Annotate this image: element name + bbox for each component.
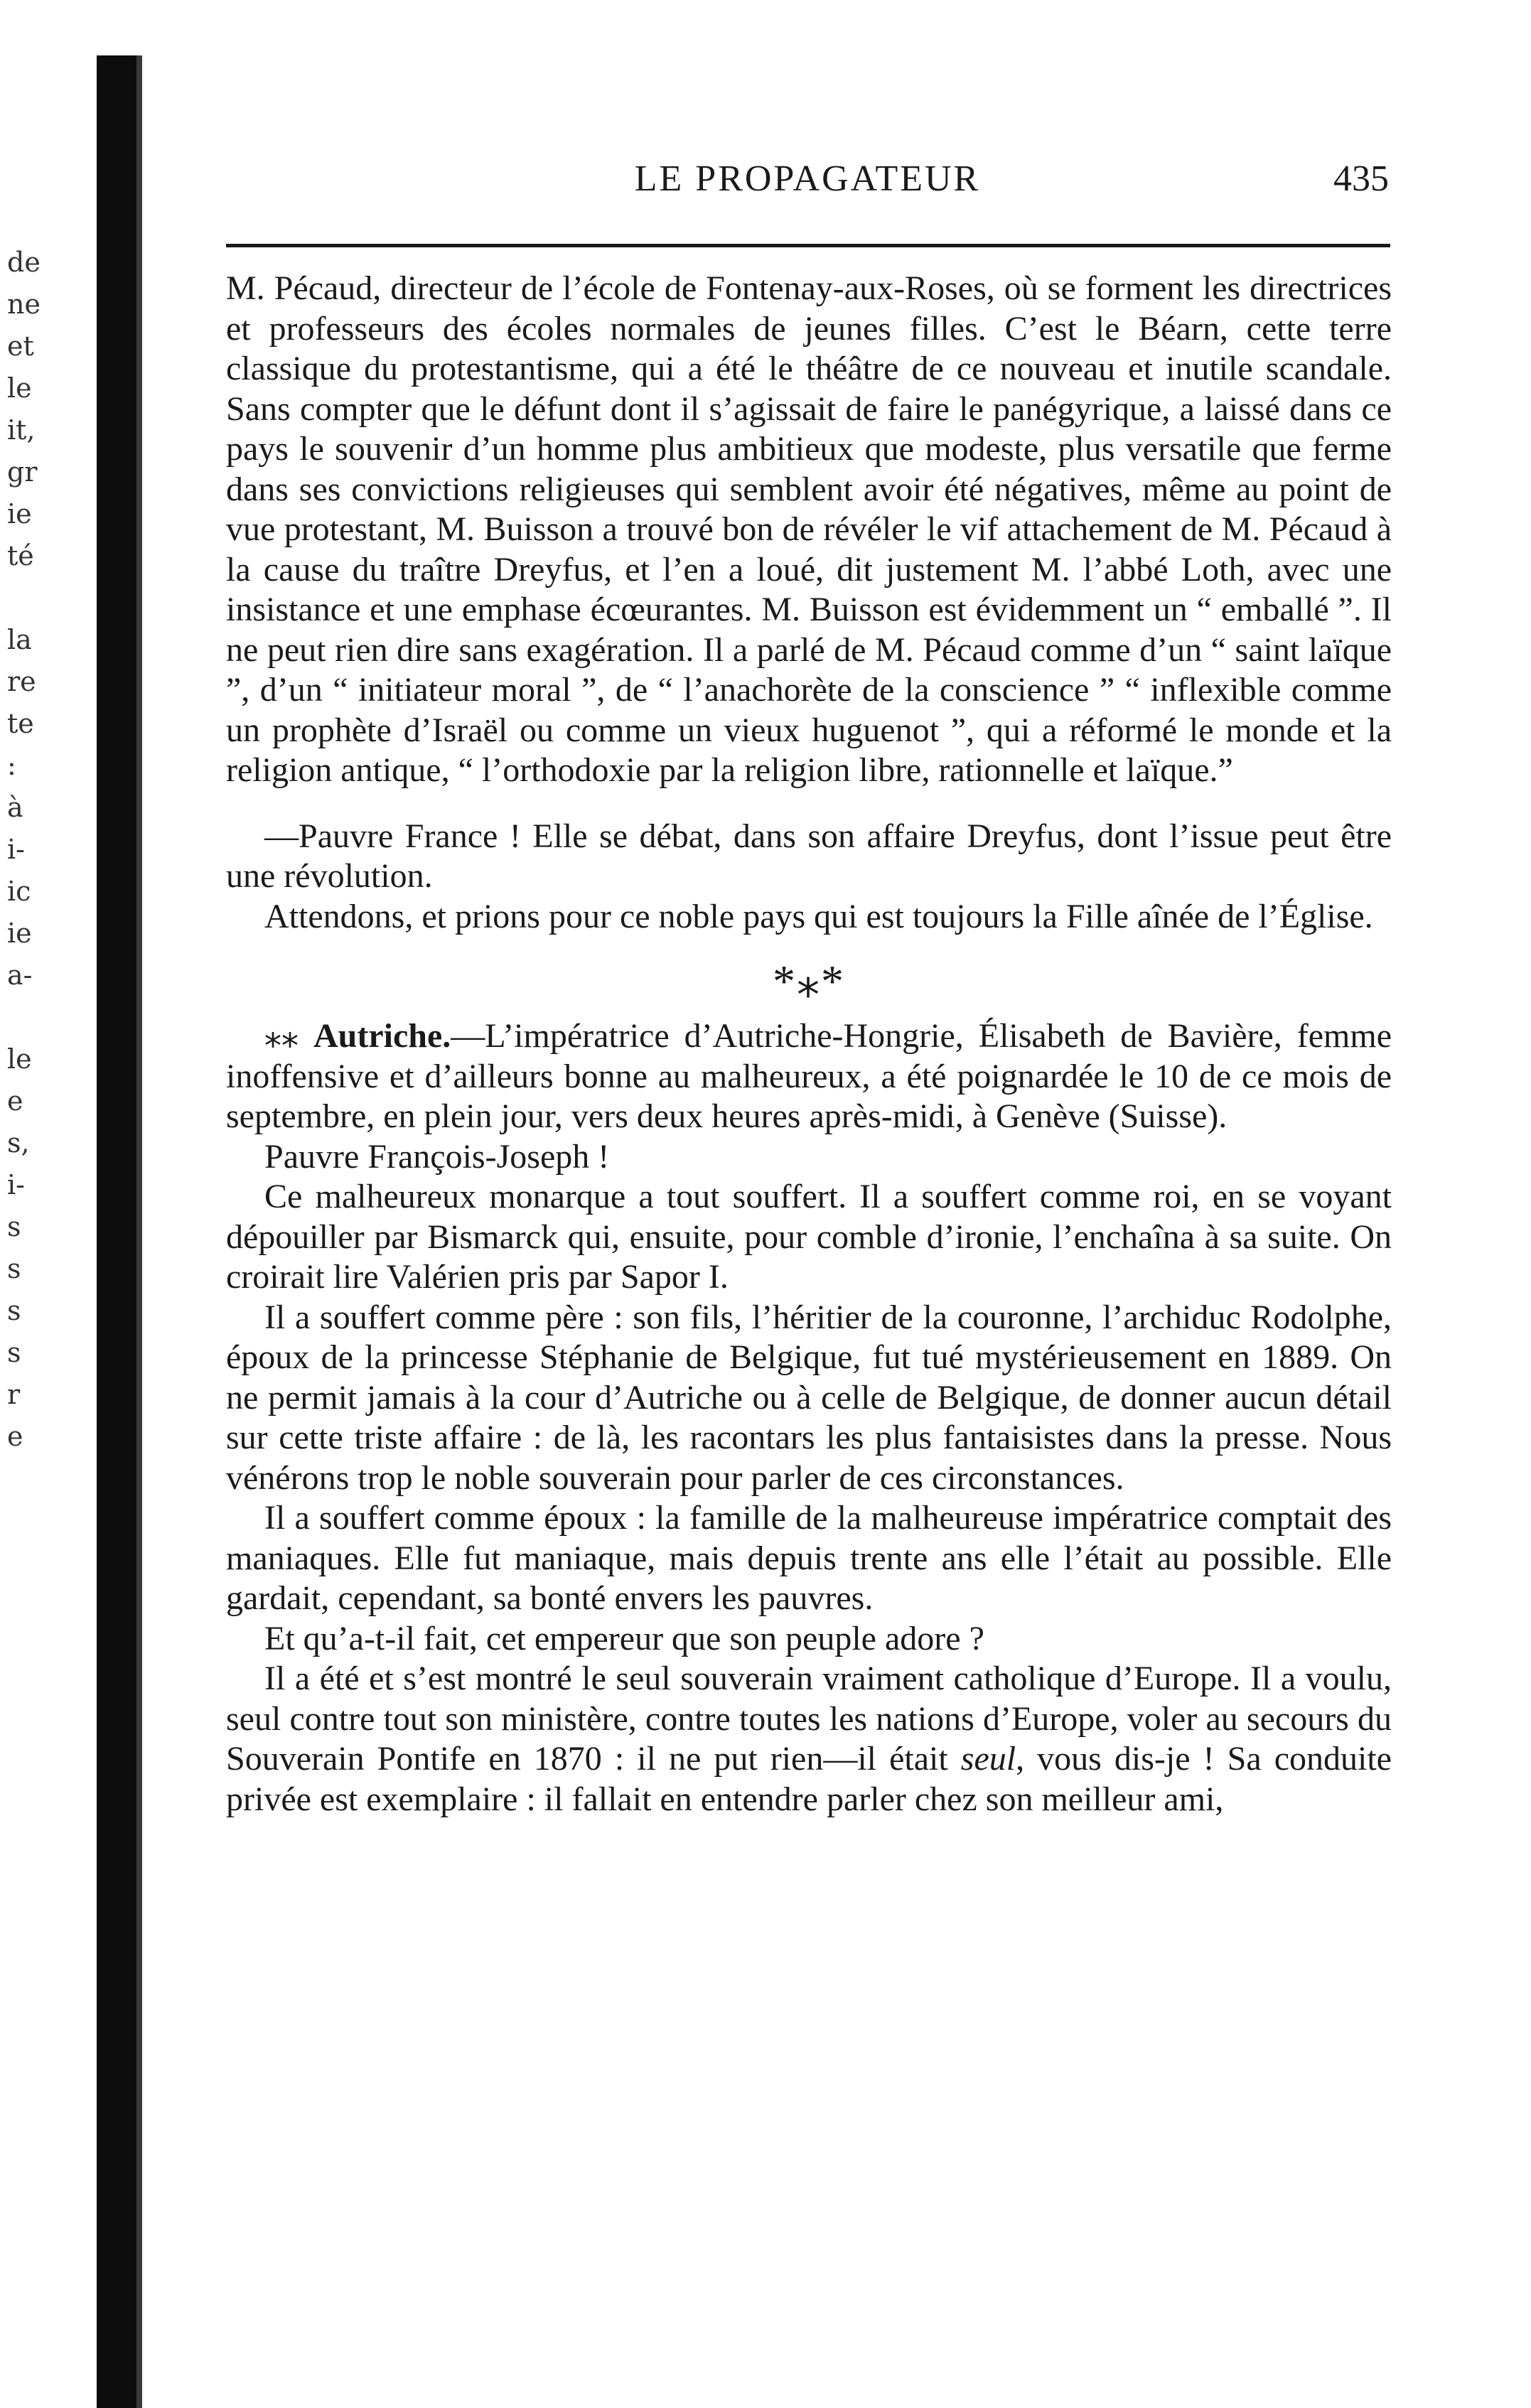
paragraph-comme-epoux: Il a souffert comme époux : la famille de la malheureuse impératrice comptait des maniaques. Elle fut maniaque, mais depuis trente ans elle l’était au possible. Elle gardait, cependant, sa bonté envers les pauvres.	[226, 1499, 1392, 1617]
bleed-fragment: té	[7, 540, 34, 571]
adjacent-page-bleed	[0, 242, 100, 1458]
bleed-fragment: ie	[7, 498, 32, 530]
book-spine-shadow	[97, 55, 139, 2408]
paragraph-souverain-catholique	[226, 1659, 1392, 1820]
section-rubric-autriche: Autriche.	[313, 1017, 451, 1055]
bleed-fragment: i-	[7, 1169, 25, 1200]
bleed-fragment: it,	[7, 414, 36, 446]
paragraph-attendons: Attendons, et prions pour ce noble pays qui est toujours la Fille aînée de l’Église.	[264, 897, 1373, 935]
page-body	[226, 269, 1392, 1820]
paragraph-text-part-1: Il a été et s’est montré le seul souverain vraiment catholique d’Europe. Il a voulu, seul contre tout son ministère, contre toutes les nations d’Europe, voler au secours du Souverain Pontife en 1870 : il ne put rien—il était	[226, 1660, 1392, 1778]
book-spine-edge	[136, 55, 142, 2408]
bleed-fragment: à	[7, 792, 23, 823]
bleed-fragment: ic	[7, 876, 31, 907]
paragraph-autriche	[226, 1016, 1392, 1137]
page-number: 435	[1333, 158, 1389, 199]
paragraph-comme-roi: Ce malheureux monarque a tout souffert. Il a souffert comme roi, en se voyant dépouiller par Bismarck qui, ensuite, pour comble d’ironie, l’enchaîna à sa suite. On croirait lire Valérien pris par Sapor I.	[226, 1178, 1392, 1296]
bleed-fragment: :	[7, 750, 16, 781]
bleed-fragment: s	[7, 1253, 21, 1284]
bleed-fragment: s	[7, 1211, 21, 1242]
paragraph-francois-joseph: Pauvre François-Joseph !	[264, 1137, 610, 1176]
bleed-fragment: e	[7, 1085, 23, 1117]
bleed-fragment: de	[7, 247, 41, 278]
header-rule	[226, 244, 1390, 247]
bleed-fragment	[0, 577, 100, 619]
bleed-fragment: gr	[7, 456, 38, 488]
bleed-fragment: s,	[7, 1127, 30, 1159]
paragraph-pecaud: M. Pécaud, directeur de l’école de Fontenay-aux-Roses, où se forment les directrices et professeurs des écoles normales de jeunes filles. C’est le Béarn, cette terre classique du protestantisme, qui a été le théâtre de ce nouveau et inutile scandale. Sans compter que le défunt dont il s’agissait de faire le panégyrique, a laissé dans ce pays le souvenir d’un homme plus ambitieux que modeste, plus versatile que ferme dans ses convictions religieuses qui semblent avoir été négatives, même au point de vue protestant, M. Buisson a trouvé bon de révéler le vif attachement de M. Pécaud à la cause du traître Dreyfus, et l’en a loué, dit justement M. l’abbé Loth, avec une insistance et une emphase écœurantes. M. Buisson est évidemment un “ emballé ”. Il ne peut rien dire sans exagération. Il a parlé de M. Pécaud comme d’un “ saint laïque ”, d’un “ initiateur moral ”, de “ l’anachorète de la conscience ” “ inflexible comme un prophète d’Israël ou comme un vieux huguenot ”, qui a réformé le monde et la religion antique, “ l’orthodoxie par la religion libre, rationnelle et laïque.”	[226, 269, 1392, 789]
bleed-fragment: ie	[7, 918, 32, 949]
emphasis-seul: seul	[960, 1740, 1016, 1778]
bleed-fragment: s	[7, 1337, 21, 1368]
paragraph-comme-pere: Il a souffert comme père : son fils, l’héritier de la couronne, l’archiduc Rodolphe, époux de la princesse Stéphanie de Belgique, fut tué mystérieusement en 1889. On ne permit jamais à la cour d’Autriche ou à celle de Belgique, de donner aucun détail sur cette triste affaire : de là, les racontars les plus fantaisistes dans la presse. Nous vénérons trop le noble souverain pour parler de ces circonstances.	[226, 1298, 1392, 1497]
paragraph-text-part-2: , vous dis-je ! Sa conduite privée est exemplaire : il fallait en entendre parler chez son meilleur ami,	[226, 1740, 1392, 1818]
section-asterism: *⁎*	[773, 956, 845, 1006]
bleed-fragment: la	[7, 624, 32, 655]
section-marker: ⁎⁎	[264, 1017, 313, 1055]
bleed-fragment: le	[7, 372, 32, 404]
paragraph-question: Et qu’a-t-il fait, cet empereur que son peuple adore ?	[264, 1619, 984, 1657]
bleed-fragment: i-	[7, 834, 25, 865]
bleed-fragment: r	[7, 1379, 21, 1410]
bleed-fragment: s	[7, 1295, 21, 1326]
paragraph-pauvre-france: —Pauvre France ! Elle se débat, dans son affaire Dreyfus, dont l’issue peut être une révolution.	[226, 817, 1392, 895]
bleed-fragment: le	[7, 1043, 32, 1075]
running-title: LE PROPAGATEUR	[634, 158, 981, 199]
bleed-fragment: et	[7, 330, 34, 362]
paragraph-autriche-text: —L’impératrice d’Autriche-Hongrie, Élisabeth de Bavière, femme inoffensive et d’ailleurs bonne au malheureux, a été poignardée le 10 de ce mois de septembre, en plein jour, vers deux heures après-midi, à Genève (Suisse).	[226, 1017, 1392, 1135]
bleed-fragment	[0, 996, 100, 1038]
bleed-fragment: a-	[7, 960, 33, 991]
bleed-fragment: re	[7, 666, 36, 697]
bleed-fragment: ne	[7, 289, 41, 320]
bleed-fragment: e	[7, 1421, 23, 1452]
bleed-fragment: te	[7, 708, 34, 739]
page-header	[226, 158, 1389, 208]
